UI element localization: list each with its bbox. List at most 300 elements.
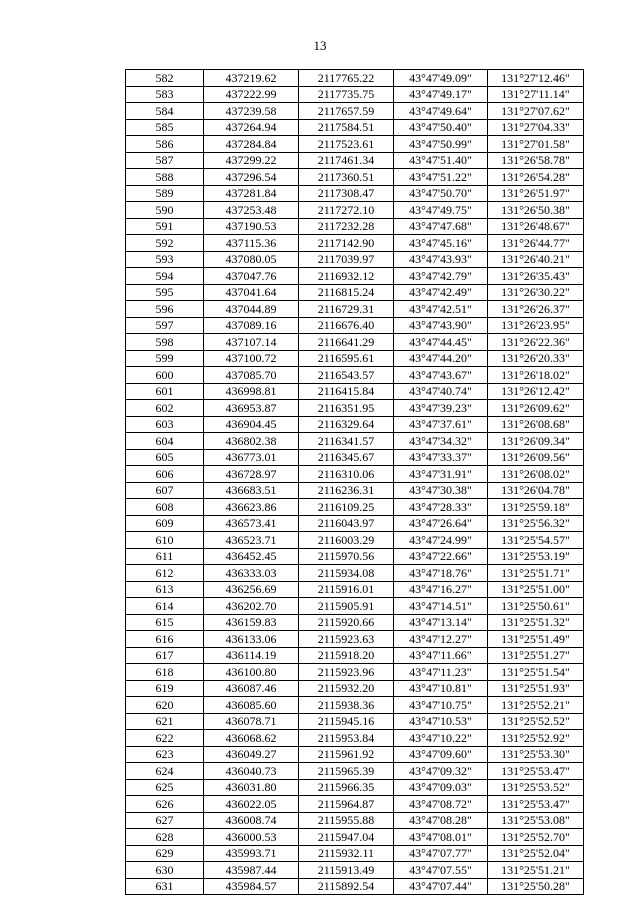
point-number-cell: 607 bbox=[126, 482, 204, 499]
point-number-cell: 625 bbox=[126, 779, 204, 796]
y-coordinate-cell: 2115916.01 bbox=[299, 581, 394, 598]
latitude-cell: 43°47'07.44" bbox=[394, 878, 488, 895]
longitude-cell: 131°25'52.52" bbox=[488, 713, 584, 730]
y-coordinate-cell: 2115920.66 bbox=[299, 614, 394, 631]
y-coordinate-cell: 2115923.63 bbox=[299, 631, 394, 648]
table-row bbox=[126, 152, 584, 169]
latitude-cell: 43°47'42.51" bbox=[394, 301, 488, 318]
x-coordinate-cell: 436998.81 bbox=[204, 383, 299, 400]
x-coordinate-cell: 436078.71 bbox=[204, 713, 299, 730]
longitude-cell: 131°25'51.54" bbox=[488, 664, 584, 681]
y-coordinate-cell: 2117232.28 bbox=[299, 218, 394, 235]
point-number-cell: 626 bbox=[126, 796, 204, 813]
point-number-cell: 609 bbox=[126, 515, 204, 532]
x-coordinate-cell: 437281.84 bbox=[204, 185, 299, 202]
latitude-cell: 43°47'10.53" bbox=[394, 713, 488, 730]
y-coordinate-cell: 2115934.08 bbox=[299, 565, 394, 582]
longitude-cell: 131°27'01.58" bbox=[488, 136, 584, 153]
y-coordinate-cell: 2117584.51 bbox=[299, 119, 394, 136]
longitude-cell: 131°25'51.71" bbox=[488, 565, 584, 582]
y-coordinate-cell: 2115955.88 bbox=[299, 812, 394, 829]
latitude-cell: 43°47'31.91" bbox=[394, 466, 488, 483]
point-number-cell: 603 bbox=[126, 416, 204, 433]
x-coordinate-cell: 437041.64 bbox=[204, 284, 299, 301]
longitude-cell: 131°26'04.78" bbox=[488, 482, 584, 499]
point-number-cell: 591 bbox=[126, 218, 204, 235]
table-row bbox=[126, 482, 584, 499]
table-row bbox=[126, 565, 584, 582]
table-row bbox=[126, 680, 584, 697]
point-number-cell: 605 bbox=[126, 449, 204, 466]
longitude-cell: 131°25'53.47" bbox=[488, 763, 584, 780]
longitude-cell: 131°25'52.04" bbox=[488, 845, 584, 862]
latitude-cell: 43°47'50.70" bbox=[394, 185, 488, 202]
table-row bbox=[126, 70, 584, 87]
longitude-cell: 131°26'30.22" bbox=[488, 284, 584, 301]
latitude-cell: 43°47'39.23" bbox=[394, 400, 488, 417]
point-number-cell: 590 bbox=[126, 202, 204, 219]
y-coordinate-cell: 2115913.49 bbox=[299, 862, 394, 879]
y-coordinate-cell: 2116415.84 bbox=[299, 383, 394, 400]
table-row bbox=[126, 86, 584, 103]
x-coordinate-cell: 437190.53 bbox=[204, 218, 299, 235]
table-row bbox=[126, 367, 584, 384]
latitude-cell: 43°47'10.81" bbox=[394, 680, 488, 697]
y-coordinate-cell: 2117523.61 bbox=[299, 136, 394, 153]
point-number-cell: 621 bbox=[126, 713, 204, 730]
coordinates-table bbox=[125, 69, 584, 895]
latitude-cell: 43°47'42.79" bbox=[394, 268, 488, 285]
latitude-cell: 43°47'45.16" bbox=[394, 235, 488, 252]
latitude-cell: 43°47'08.01" bbox=[394, 829, 488, 846]
x-coordinate-cell: 437047.76 bbox=[204, 268, 299, 285]
y-coordinate-cell: 2115964.87 bbox=[299, 796, 394, 813]
longitude-cell: 131°27'12.46" bbox=[488, 70, 584, 87]
x-coordinate-cell: 437222.99 bbox=[204, 86, 299, 103]
table-row bbox=[126, 350, 584, 367]
table-row bbox=[126, 466, 584, 483]
longitude-cell: 131°26'44.77" bbox=[488, 235, 584, 252]
y-coordinate-cell: 2117142.90 bbox=[299, 235, 394, 252]
longitude-cell: 131°25'51.49" bbox=[488, 631, 584, 648]
point-number-cell: 629 bbox=[126, 845, 204, 862]
y-coordinate-cell: 2116351.95 bbox=[299, 400, 394, 417]
table-row bbox=[126, 416, 584, 433]
latitude-cell: 43°47'49.17" bbox=[394, 86, 488, 103]
y-coordinate-cell: 2115918.20 bbox=[299, 647, 394, 664]
table-row bbox=[126, 103, 584, 120]
point-number-cell: 627 bbox=[126, 812, 204, 829]
x-coordinate-cell: 437080.05 bbox=[204, 251, 299, 268]
table-row bbox=[126, 136, 584, 153]
longitude-cell: 131°26'22.36" bbox=[488, 334, 584, 351]
latitude-cell: 43°47'07.77" bbox=[394, 845, 488, 862]
x-coordinate-cell: 435987.44 bbox=[204, 862, 299, 879]
x-coordinate-cell: 436452.45 bbox=[204, 548, 299, 565]
table-row bbox=[126, 334, 584, 351]
longitude-cell: 131°25'59.18" bbox=[488, 499, 584, 516]
longitude-cell: 131°25'56.32" bbox=[488, 515, 584, 532]
x-coordinate-cell: 436068.62 bbox=[204, 730, 299, 747]
latitude-cell: 43°47'33.37" bbox=[394, 449, 488, 466]
longitude-cell: 131°25'51.00" bbox=[488, 581, 584, 598]
table-row bbox=[126, 268, 584, 285]
table-row bbox=[126, 433, 584, 450]
longitude-cell: 131°25'51.21" bbox=[488, 862, 584, 879]
y-coordinate-cell: 2116676.40 bbox=[299, 317, 394, 334]
y-coordinate-cell: 2116236.31 bbox=[299, 482, 394, 499]
latitude-cell: 43°47'26.64" bbox=[394, 515, 488, 532]
x-coordinate-cell: 436159.83 bbox=[204, 614, 299, 631]
x-coordinate-cell: 436040.73 bbox=[204, 763, 299, 780]
x-coordinate-cell: 437299.22 bbox=[204, 152, 299, 169]
x-coordinate-cell: 437239.58 bbox=[204, 103, 299, 120]
longitude-cell: 131°25'51.27" bbox=[488, 647, 584, 664]
latitude-cell: 43°47'44.45" bbox=[394, 334, 488, 351]
longitude-cell: 131°26'50.38" bbox=[488, 202, 584, 219]
x-coordinate-cell: 437264.94 bbox=[204, 119, 299, 136]
x-coordinate-cell: 436802.38 bbox=[204, 433, 299, 450]
x-coordinate-cell: 436022.05 bbox=[204, 796, 299, 813]
longitude-cell: 131°26'23.95" bbox=[488, 317, 584, 334]
point-number-cell: 582 bbox=[126, 70, 204, 87]
longitude-cell: 131°26'08.68" bbox=[488, 416, 584, 433]
y-coordinate-cell: 2115966.35 bbox=[299, 779, 394, 796]
table-row bbox=[126, 301, 584, 318]
latitude-cell: 43°47'49.75" bbox=[394, 202, 488, 219]
table-row bbox=[126, 317, 584, 334]
point-number-cell: 584 bbox=[126, 103, 204, 120]
x-coordinate-cell: 436114.19 bbox=[204, 647, 299, 664]
x-coordinate-cell: 436049.27 bbox=[204, 746, 299, 763]
x-coordinate-cell: 437296.54 bbox=[204, 169, 299, 186]
y-coordinate-cell: 2115938.36 bbox=[299, 697, 394, 714]
longitude-cell: 131°25'52.70" bbox=[488, 829, 584, 846]
table-row bbox=[126, 697, 584, 714]
longitude-cell: 131°25'52.21" bbox=[488, 697, 584, 714]
x-coordinate-cell: 435984.57 bbox=[204, 878, 299, 895]
point-number-cell: 622 bbox=[126, 730, 204, 747]
table-row bbox=[126, 779, 584, 796]
point-number-cell: 631 bbox=[126, 878, 204, 895]
y-coordinate-cell: 2116329.64 bbox=[299, 416, 394, 433]
table-row bbox=[126, 400, 584, 417]
longitude-cell: 131°26'26.37" bbox=[488, 301, 584, 318]
longitude-cell: 131°26'40.21" bbox=[488, 251, 584, 268]
y-coordinate-cell: 2116109.25 bbox=[299, 499, 394, 516]
longitude-cell: 131°25'53.08" bbox=[488, 812, 584, 829]
x-coordinate-cell: 436904.45 bbox=[204, 416, 299, 433]
table-row bbox=[126, 631, 584, 648]
y-coordinate-cell: 2117360.51 bbox=[299, 169, 394, 186]
table-row bbox=[126, 664, 584, 681]
table-row bbox=[126, 119, 584, 136]
latitude-cell: 43°47'49.09" bbox=[394, 70, 488, 87]
point-number-cell: 615 bbox=[126, 614, 204, 631]
y-coordinate-cell: 2115945.16 bbox=[299, 713, 394, 730]
x-coordinate-cell: 436953.87 bbox=[204, 400, 299, 417]
y-coordinate-cell: 2117765.22 bbox=[299, 70, 394, 87]
table-row bbox=[126, 251, 584, 268]
point-number-cell: 596 bbox=[126, 301, 204, 318]
y-coordinate-cell: 2116641.29 bbox=[299, 334, 394, 351]
table-row bbox=[126, 284, 584, 301]
table-row bbox=[126, 185, 584, 202]
longitude-cell: 131°25'51.93" bbox=[488, 680, 584, 697]
latitude-cell: 43°47'44.20" bbox=[394, 350, 488, 367]
y-coordinate-cell: 2116341.57 bbox=[299, 433, 394, 450]
table-row bbox=[126, 614, 584, 631]
point-number-cell: 583 bbox=[126, 86, 204, 103]
point-number-cell: 595 bbox=[126, 284, 204, 301]
point-number-cell: 616 bbox=[126, 631, 204, 648]
table-row bbox=[126, 169, 584, 186]
latitude-cell: 43°47'16.27" bbox=[394, 581, 488, 598]
latitude-cell: 43°47'49.64" bbox=[394, 103, 488, 120]
latitude-cell: 43°47'43.67" bbox=[394, 367, 488, 384]
table-row bbox=[126, 862, 584, 879]
latitude-cell: 43°47'11.23" bbox=[394, 664, 488, 681]
y-coordinate-cell: 2115953.84 bbox=[299, 730, 394, 747]
point-number-cell: 608 bbox=[126, 499, 204, 516]
y-coordinate-cell: 2116932.12 bbox=[299, 268, 394, 285]
page-number: 13 bbox=[313, 38, 327, 53]
latitude-cell: 43°47'28.33" bbox=[394, 499, 488, 516]
table-row bbox=[126, 647, 584, 664]
x-coordinate-cell: 436202.70 bbox=[204, 598, 299, 615]
y-coordinate-cell: 2116345.67 bbox=[299, 449, 394, 466]
latitude-cell: 43°47'30.38" bbox=[394, 482, 488, 499]
longitude-cell: 131°26'09.34" bbox=[488, 433, 584, 450]
latitude-cell: 43°47'11.66" bbox=[394, 647, 488, 664]
y-coordinate-cell: 2115965.39 bbox=[299, 763, 394, 780]
y-coordinate-cell: 2117657.59 bbox=[299, 103, 394, 120]
longitude-cell: 131°25'53.47" bbox=[488, 796, 584, 813]
point-number-cell: 587 bbox=[126, 152, 204, 169]
point-number-cell: 612 bbox=[126, 565, 204, 582]
latitude-cell: 43°47'34.32" bbox=[394, 433, 488, 450]
longitude-cell: 131°27'11.14" bbox=[488, 86, 584, 103]
x-coordinate-cell: 436683.51 bbox=[204, 482, 299, 499]
point-number-cell: 610 bbox=[126, 532, 204, 549]
longitude-cell: 131°25'53.30" bbox=[488, 746, 584, 763]
x-coordinate-cell: 437100.72 bbox=[204, 350, 299, 367]
latitude-cell: 43°47'37.61" bbox=[394, 416, 488, 433]
longitude-cell: 131°27'04.33" bbox=[488, 119, 584, 136]
latitude-cell: 43°47'08.28" bbox=[394, 812, 488, 829]
point-number-cell: 624 bbox=[126, 763, 204, 780]
latitude-cell: 43°47'50.40" bbox=[394, 119, 488, 136]
point-number-cell: 619 bbox=[126, 680, 204, 697]
point-number-cell: 628 bbox=[126, 829, 204, 846]
point-number-cell: 604 bbox=[126, 433, 204, 450]
point-number-cell: 588 bbox=[126, 169, 204, 186]
y-coordinate-cell: 2115932.11 bbox=[299, 845, 394, 862]
x-coordinate-cell: 437253.48 bbox=[204, 202, 299, 219]
latitude-cell: 43°47'51.22" bbox=[394, 169, 488, 186]
longitude-cell: 131°25'54.57" bbox=[488, 532, 584, 549]
y-coordinate-cell: 2115892.54 bbox=[299, 878, 394, 895]
latitude-cell: 43°47'43.90" bbox=[394, 317, 488, 334]
latitude-cell: 43°47'43.93" bbox=[394, 251, 488, 268]
y-coordinate-cell: 2117272.10 bbox=[299, 202, 394, 219]
longitude-cell: 131°26'48.67" bbox=[488, 218, 584, 235]
longitude-cell: 131°26'58.78" bbox=[488, 152, 584, 169]
y-coordinate-cell: 2117735.75 bbox=[299, 86, 394, 103]
y-coordinate-cell: 2116815.24 bbox=[299, 284, 394, 301]
table-row bbox=[126, 449, 584, 466]
longitude-cell: 131°26'54.28" bbox=[488, 169, 584, 186]
x-coordinate-cell: 436573.41 bbox=[204, 515, 299, 532]
table-row bbox=[126, 499, 584, 516]
x-coordinate-cell: 436100.80 bbox=[204, 664, 299, 681]
latitude-cell: 43°47'10.22" bbox=[394, 730, 488, 747]
table-row bbox=[126, 746, 584, 763]
table-row bbox=[126, 548, 584, 565]
point-number-cell: 620 bbox=[126, 697, 204, 714]
x-coordinate-cell: 436008.74 bbox=[204, 812, 299, 829]
latitude-cell: 43°47'18.76" bbox=[394, 565, 488, 582]
point-number-cell: 617 bbox=[126, 647, 204, 664]
longitude-cell: 131°26'08.02" bbox=[488, 466, 584, 483]
x-coordinate-cell: 436728.97 bbox=[204, 466, 299, 483]
x-coordinate-cell: 436523.71 bbox=[204, 532, 299, 549]
point-number-cell: 623 bbox=[126, 746, 204, 763]
point-number-cell: 600 bbox=[126, 367, 204, 384]
table-row bbox=[126, 845, 584, 862]
y-coordinate-cell: 2117039.97 bbox=[299, 251, 394, 268]
latitude-cell: 43°47'09.60" bbox=[394, 746, 488, 763]
x-coordinate-cell: 437219.62 bbox=[204, 70, 299, 87]
table-row bbox=[126, 598, 584, 615]
table-row bbox=[126, 730, 584, 747]
longitude-cell: 131°26'12.42" bbox=[488, 383, 584, 400]
latitude-cell: 43°47'08.72" bbox=[394, 796, 488, 813]
longitude-cell: 131°26'09.62" bbox=[488, 400, 584, 417]
y-coordinate-cell: 2115923.96 bbox=[299, 664, 394, 681]
latitude-cell: 43°47'13.14" bbox=[394, 614, 488, 631]
latitude-cell: 43°47'47.68" bbox=[394, 218, 488, 235]
x-coordinate-cell: 437089.16 bbox=[204, 317, 299, 334]
point-number-cell: 611 bbox=[126, 548, 204, 565]
x-coordinate-cell: 436623.86 bbox=[204, 499, 299, 516]
table-row bbox=[126, 763, 584, 780]
y-coordinate-cell: 2117308.47 bbox=[299, 185, 394, 202]
latitude-cell: 43°47'24.99" bbox=[394, 532, 488, 549]
table-row bbox=[126, 581, 584, 598]
x-coordinate-cell: 436000.53 bbox=[204, 829, 299, 846]
y-coordinate-cell: 2116595.61 bbox=[299, 350, 394, 367]
x-coordinate-cell: 436087.46 bbox=[204, 680, 299, 697]
y-coordinate-cell: 2115961.92 bbox=[299, 746, 394, 763]
point-number-cell: 599 bbox=[126, 350, 204, 367]
table-row bbox=[126, 796, 584, 813]
table-row bbox=[126, 829, 584, 846]
point-number-cell: 601 bbox=[126, 383, 204, 400]
x-coordinate-cell: 437284.84 bbox=[204, 136, 299, 153]
latitude-cell: 43°47'10.75" bbox=[394, 697, 488, 714]
table-row bbox=[126, 218, 584, 235]
y-coordinate-cell: 2116729.31 bbox=[299, 301, 394, 318]
table-row bbox=[126, 515, 584, 532]
y-coordinate-cell: 2116043.97 bbox=[299, 515, 394, 532]
y-coordinate-cell: 2116543.57 bbox=[299, 367, 394, 384]
x-coordinate-cell: 436333.03 bbox=[204, 565, 299, 582]
y-coordinate-cell: 2117461.34 bbox=[299, 152, 394, 169]
x-coordinate-cell: 436256.69 bbox=[204, 581, 299, 598]
table-row bbox=[126, 812, 584, 829]
point-number-cell: 585 bbox=[126, 119, 204, 136]
latitude-cell: 43°47'42.49" bbox=[394, 284, 488, 301]
y-coordinate-cell: 2115932.20 bbox=[299, 680, 394, 697]
y-coordinate-cell: 2115905.91 bbox=[299, 598, 394, 615]
point-number-cell: 614 bbox=[126, 598, 204, 615]
x-coordinate-cell: 436133.06 bbox=[204, 631, 299, 648]
point-number-cell: 593 bbox=[126, 251, 204, 268]
latitude-cell: 43°47'40.74" bbox=[394, 383, 488, 400]
latitude-cell: 43°47'09.03" bbox=[394, 779, 488, 796]
x-coordinate-cell: 436031.80 bbox=[204, 779, 299, 796]
longitude-cell: 131°25'53.52" bbox=[488, 779, 584, 796]
latitude-cell: 43°47'14.51" bbox=[394, 598, 488, 615]
table-row bbox=[126, 713, 584, 730]
point-number-cell: 606 bbox=[126, 466, 204, 483]
x-coordinate-cell: 436773.01 bbox=[204, 449, 299, 466]
point-number-cell: 592 bbox=[126, 235, 204, 252]
longitude-cell: 131°25'50.61" bbox=[488, 598, 584, 615]
table-row bbox=[126, 202, 584, 219]
point-number-cell: 594 bbox=[126, 268, 204, 285]
table-row bbox=[126, 235, 584, 252]
longitude-cell: 131°25'51.32" bbox=[488, 614, 584, 631]
x-coordinate-cell: 437115.36 bbox=[204, 235, 299, 252]
point-number-cell: 589 bbox=[126, 185, 204, 202]
longitude-cell: 131°26'20.33" bbox=[488, 350, 584, 367]
longitude-cell: 131°27'07.62" bbox=[488, 103, 584, 120]
x-coordinate-cell: 437085.70 bbox=[204, 367, 299, 384]
latitude-cell: 43°47'50.99" bbox=[394, 136, 488, 153]
x-coordinate-cell: 437107.14 bbox=[204, 334, 299, 351]
longitude-cell: 131°25'50.28" bbox=[488, 878, 584, 895]
latitude-cell: 43°47'09.32" bbox=[394, 763, 488, 780]
longitude-cell: 131°26'09.56" bbox=[488, 449, 584, 466]
longitude-cell: 131°25'53.19" bbox=[488, 548, 584, 565]
y-coordinate-cell: 2116310.06 bbox=[299, 466, 394, 483]
y-coordinate-cell: 2115947.04 bbox=[299, 829, 394, 846]
point-number-cell: 598 bbox=[126, 334, 204, 351]
y-coordinate-cell: 2116003.29 bbox=[299, 532, 394, 549]
point-number-cell: 630 bbox=[126, 862, 204, 879]
x-coordinate-cell: 436085.60 bbox=[204, 697, 299, 714]
point-number-cell: 602 bbox=[126, 400, 204, 417]
point-number-cell: 586 bbox=[126, 136, 204, 153]
point-number-cell: 597 bbox=[126, 317, 204, 334]
longitude-cell: 131°26'51.97" bbox=[488, 185, 584, 202]
y-coordinate-cell: 2115970.56 bbox=[299, 548, 394, 565]
point-number-cell: 613 bbox=[126, 581, 204, 598]
latitude-cell: 43°47'22.66" bbox=[394, 548, 488, 565]
longitude-cell: 131°25'52.92" bbox=[488, 730, 584, 747]
x-coordinate-cell: 435993.71 bbox=[204, 845, 299, 862]
point-number-cell: 618 bbox=[126, 664, 204, 681]
latitude-cell: 43°47'12.27" bbox=[394, 631, 488, 648]
latitude-cell: 43°47'51.40" bbox=[394, 152, 488, 169]
longitude-cell: 131°26'35.43" bbox=[488, 268, 584, 285]
longitude-cell: 131°26'18.02" bbox=[488, 367, 584, 384]
latitude-cell: 43°47'07.55" bbox=[394, 862, 488, 879]
table-row bbox=[126, 532, 584, 549]
table-row bbox=[126, 383, 584, 400]
